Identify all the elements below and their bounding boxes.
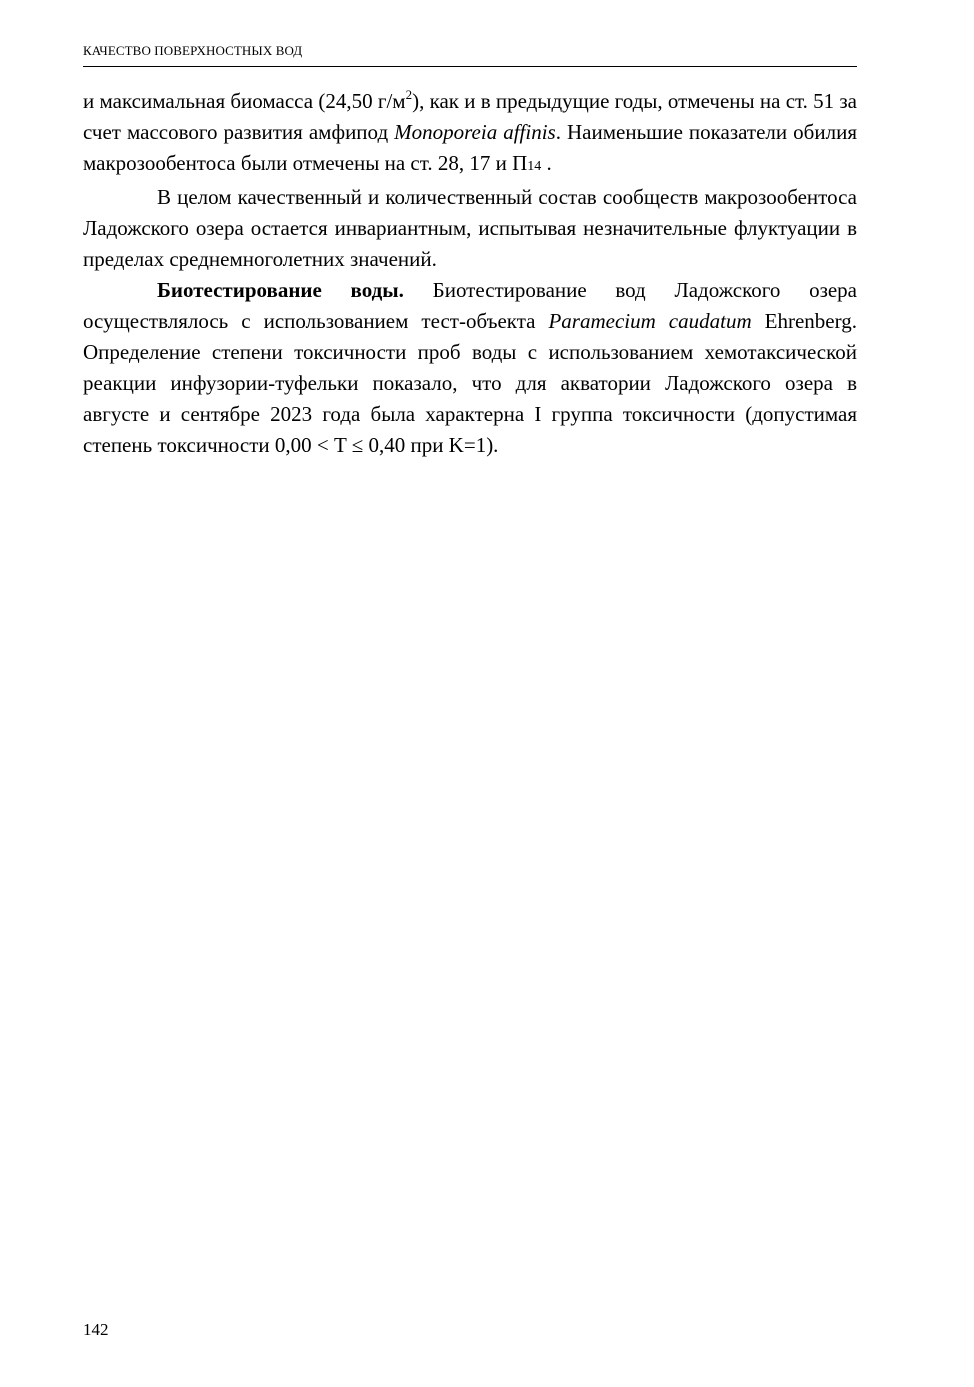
p1-station-index: 14: [527, 159, 542, 174]
paragraph-macrozoobenthos-biomass: [83, 86, 857, 182]
body-text: [83, 86, 857, 461]
p1-species-name: Monoporeia affinis: [394, 120, 556, 144]
biotesting-heading: Биотестирование воды.: [157, 278, 404, 302]
p1-text-2: ), как и в предыдущие годы, отмечены на ст. 51 за счет массового развития амфипод: [83, 89, 857, 144]
p1-superscript: 2: [405, 87, 413, 102]
paragraph-community-composition: В целом качественный и количественный состав сообществ макрозообентоса Ладожского озера остается инвариантным, испытывая незначительные флуктуации в пределах среднемноголетних значений.: [83, 185, 857, 271]
p3-species-name: Paramecium caudatum: [548, 309, 752, 333]
p1-text-1: и максимальная биомасса (24,50 г/м: [83, 89, 406, 113]
p3-text-2: Ehrenberg. Определение степени токсичности проб воды с использованием хемотаксической реакции инфузории-туфельки показало, что для акватории Ладожского озера в августе и сентябре 2023 года была характерна I группа токсичности (допустимая степень токсичности 0,00 < T ≤ 0,40 при K=1).: [83, 309, 857, 457]
running-header: КАЧЕСТВО ПОВЕРХНОСТНЫХ ВОД: [83, 42, 857, 67]
paragraph-biotesting: [83, 275, 857, 461]
p3-text-1: Биотестирование вод Ладожского озера осуществлялось с использованием тест-объекта: [83, 278, 858, 333]
p1-text-4: .: [541, 151, 552, 175]
page-number: 142: [83, 1320, 109, 1339]
p1-text-3: . Наименьшие показатели обилия макрозообентоса были отмечены на ст. 28, 17 и П: [83, 120, 857, 175]
